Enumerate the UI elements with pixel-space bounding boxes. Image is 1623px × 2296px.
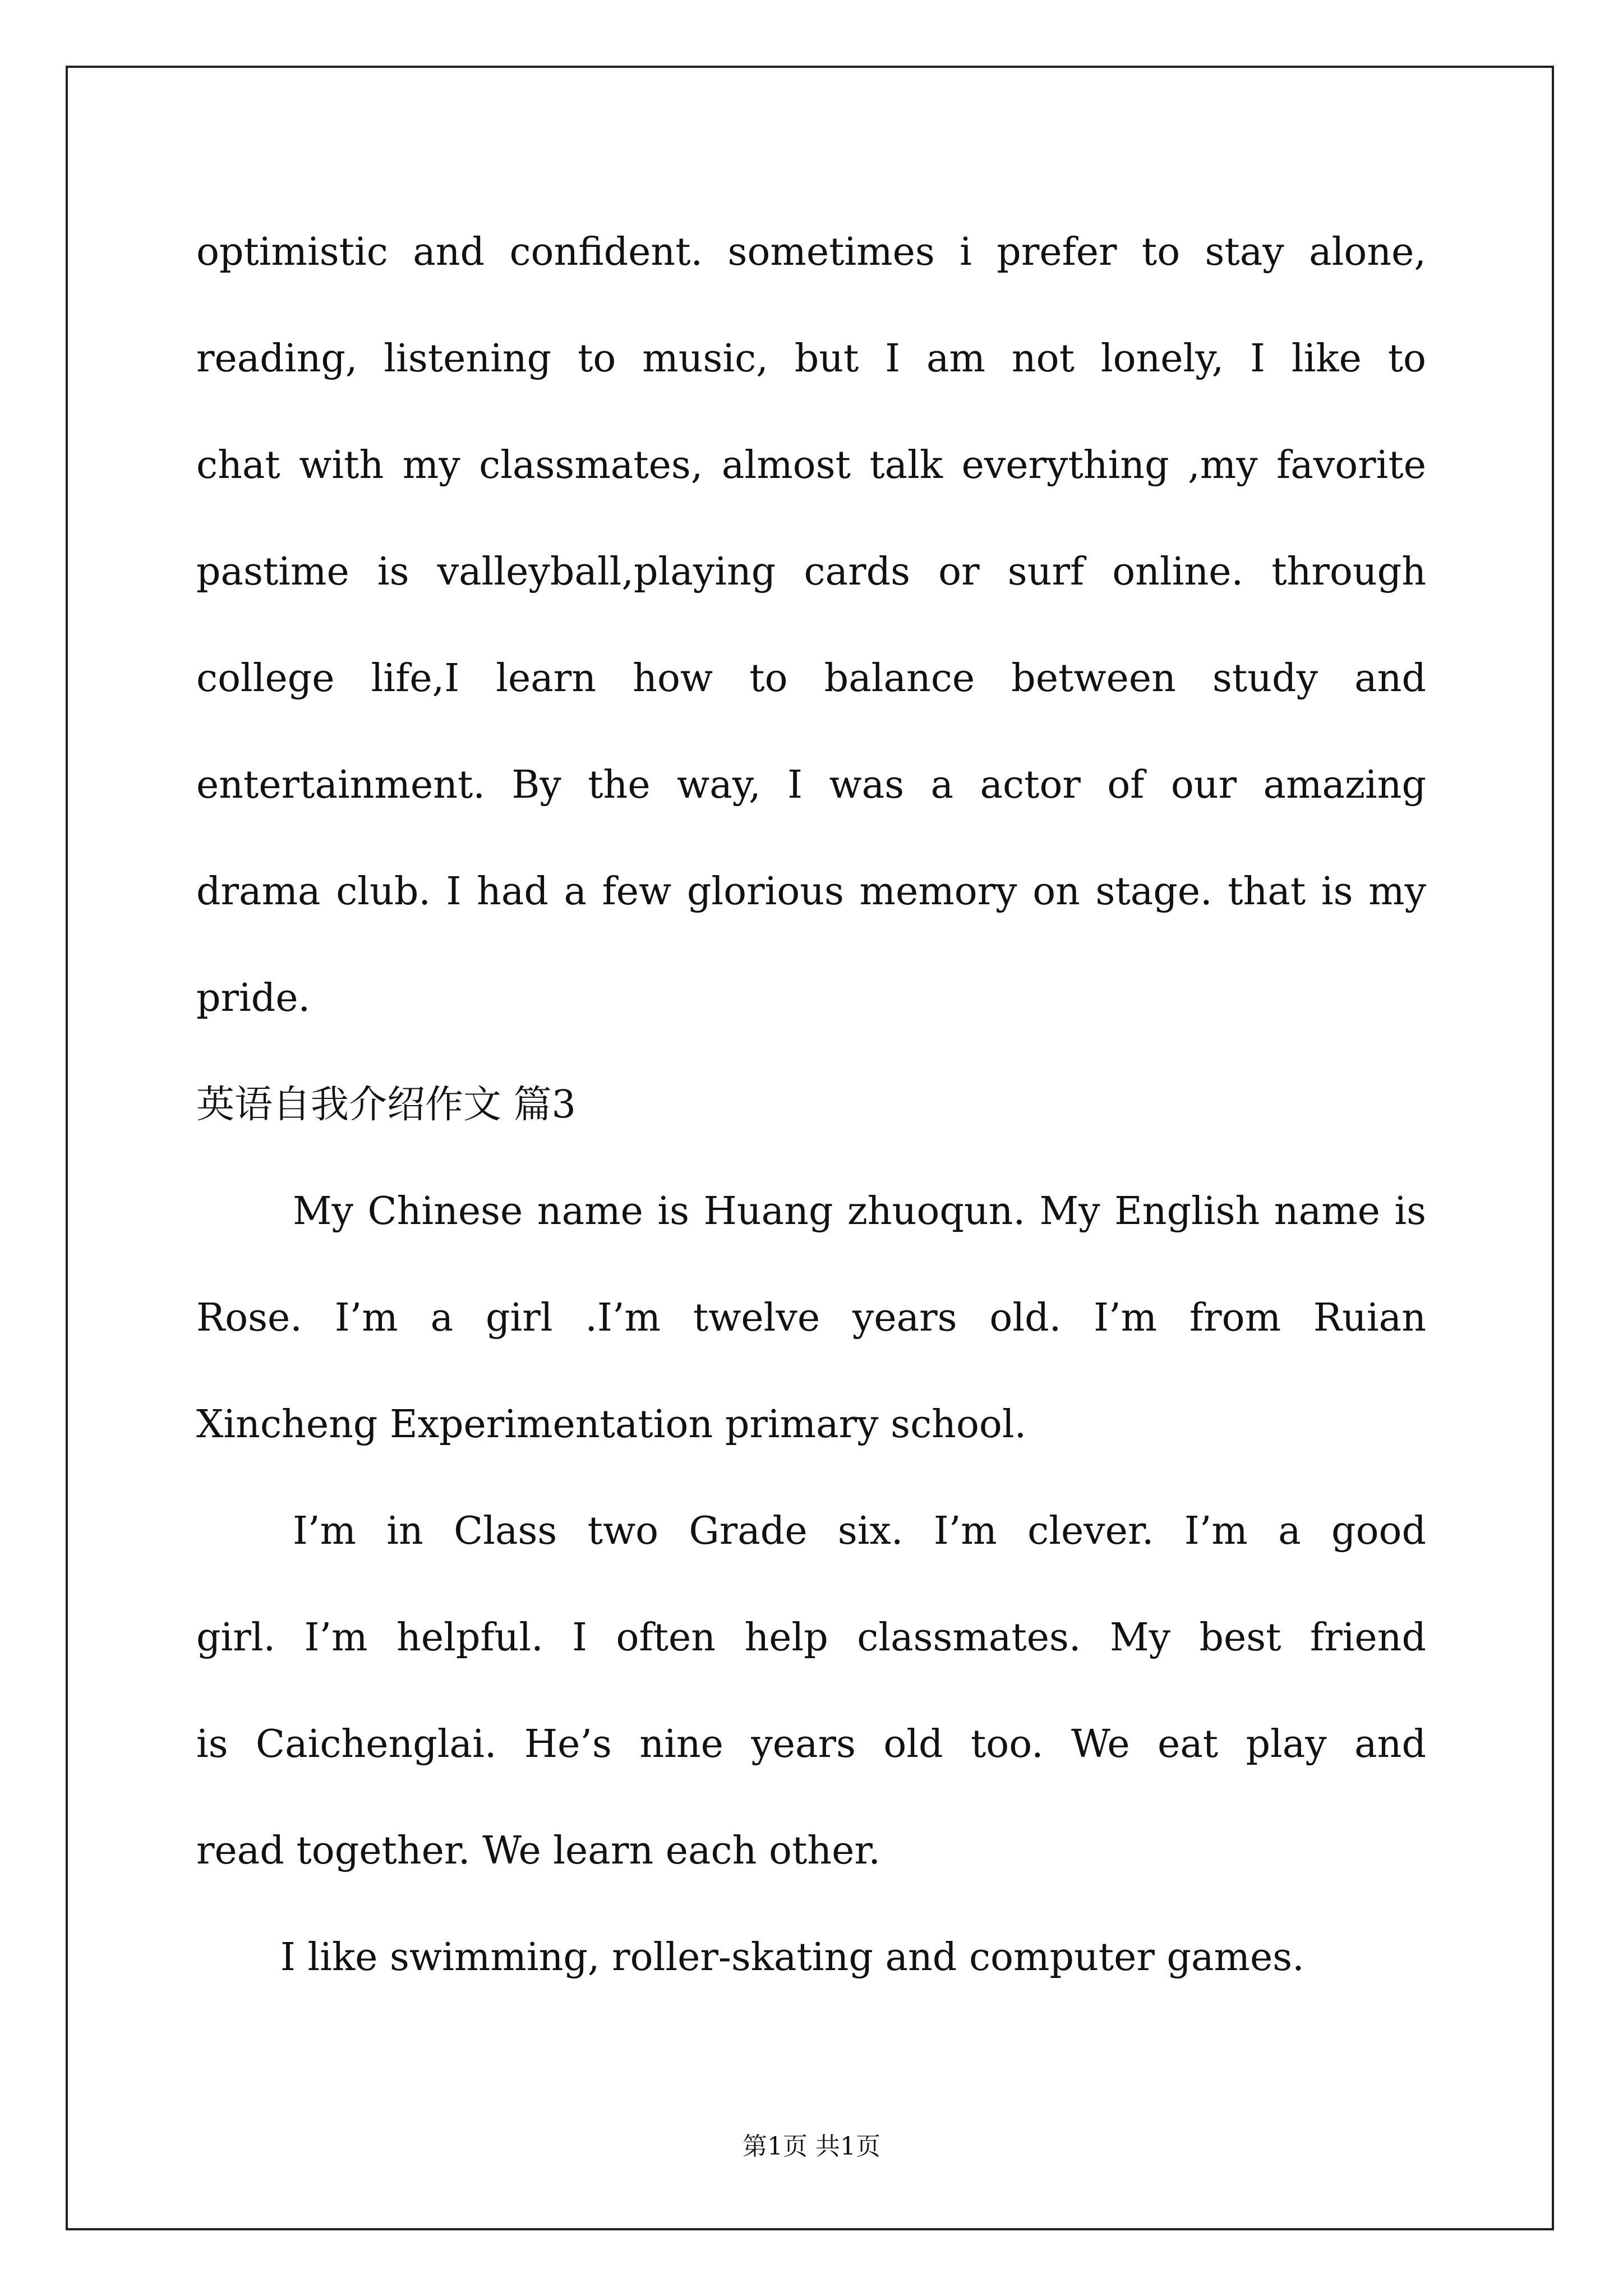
text-line: entertainment. By the way, I was a actor of our amazing: [196, 763, 1426, 807]
page-indicator: 第1页 共1页: [743, 2132, 880, 2161]
text-line: college life,I learn how to balance between study and: [196, 656, 1426, 701]
text-line: Xincheng Experimentation primary school.: [196, 1402, 1027, 1447]
text-line: I like swimming, roller-skating and computer games.: [280, 1935, 1304, 1980]
text-line: reading, listening to music, but I am not lonely, I like to: [196, 337, 1426, 381]
text-line: Rose. I’m a girl .I’m twelve years old. I’m from Ruian: [196, 1296, 1426, 1340]
text-line: My Chinese name is Huang zhuoqun. My English name is: [293, 1189, 1426, 1234]
text-line: chat with my classmates, almost talk everything ,my favorite: [196, 443, 1426, 487]
text-line: is Caichenglai. He’s nine years old too. We eat play and: [196, 1722, 1426, 1766]
text-line: girl. I’m helpful. I often help classmates. My best friend: [196, 1616, 1426, 1660]
text-line: read together. We learn each other.: [196, 1829, 880, 1873]
document-body: [196, 199, 1426, 2011]
text-line: pastime is valleyball,playing cards or surf online. through: [196, 550, 1426, 594]
text-line: optimistic and confident. sometimes i prefer to stay alone,: [196, 230, 1426, 274]
text-line: pride.: [196, 976, 311, 1020]
text-line: I’m in Class two Grade six. I’m clever. I’m a good: [293, 1509, 1426, 1553]
section-heading: 英语自我介绍作文 篇3: [196, 1083, 576, 1127]
text-line: drama club. I had a few glorious memory on stage. that is my: [196, 869, 1426, 914]
